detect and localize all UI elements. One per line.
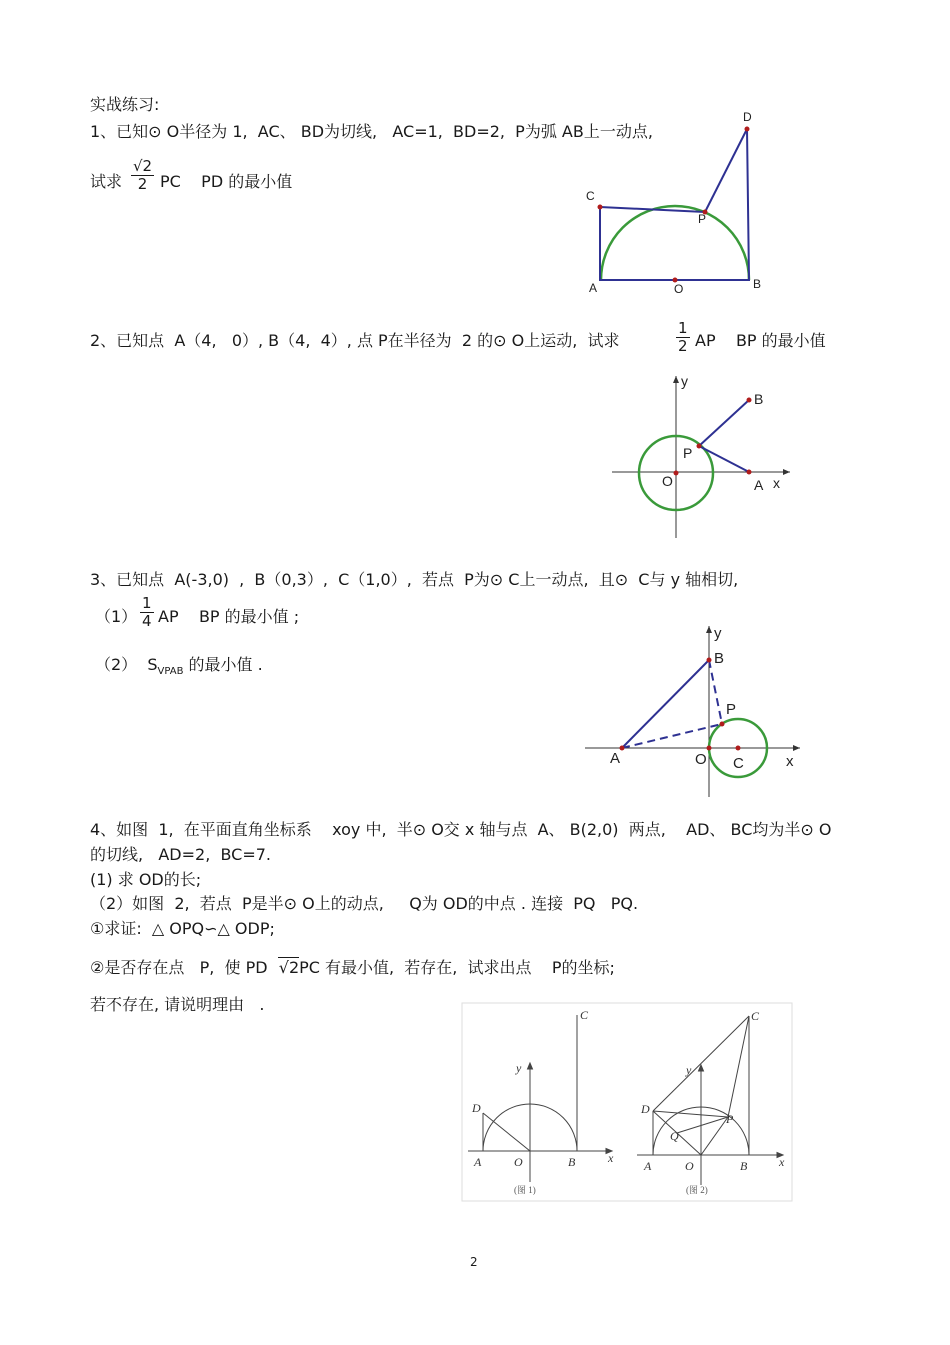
sqrt-two: √2	[278, 958, 300, 977]
point-c	[736, 746, 741, 751]
label-p: P	[698, 212, 707, 226]
problem-2-fraction	[676, 320, 690, 355]
problem-3-statement: 3、已知点 A(-3,0) , B（0,3）, C（1,0）, 若点 P为⊙ C上一动点, 且⊙ C与 y 轴相切,	[90, 570, 739, 589]
fig2-label-a: A	[644, 1159, 652, 1173]
fraction-denominator: 2	[137, 175, 148, 193]
label-x: x	[786, 753, 794, 770]
segment-pd	[705, 129, 747, 212]
point-b	[707, 658, 712, 663]
problem-1-statement: 1、已知⊙ O半径为 1, AC、 BD为切线, AC=1, BD=2, P为弧 AB上一动点,	[90, 122, 653, 141]
label-o: O	[662, 473, 673, 489]
problem-2-question: AP BP 的最小值	[695, 331, 826, 350]
label-y: y	[681, 373, 688, 389]
segment-bp-dashed	[709, 660, 722, 724]
fraction-numerator: 1	[678, 319, 688, 337]
semicircle-arc	[601, 206, 749, 280]
problem-3-q1-prefix: （1）	[95, 607, 138, 626]
fig2-label-c: C	[751, 1009, 760, 1023]
problem-4-line-2: 的切线, AD=2, BC=7.	[90, 845, 271, 864]
problem-1-question: PC PD 的最小值	[160, 172, 293, 191]
fraction-numerator: √2	[133, 157, 153, 175]
figure-3	[580, 620, 805, 800]
y-axis-arrow	[673, 376, 679, 383]
tangent-lines	[600, 129, 749, 280]
fraction-denominator: 2	[678, 337, 688, 355]
fig2-label-p: P	[726, 1112, 734, 1126]
section-title: 实战练习:	[90, 95, 160, 114]
problem-4-line-4: （2）如图 2, 若点 P是半⊙ O上的动点, Q为 OD的中点 . 连接 PQ PQ.	[90, 894, 639, 913]
fig2-label-o: O	[685, 1159, 694, 1173]
problem-4-line-7: 若不存在, 请说明理由 .	[90, 995, 265, 1014]
point-b	[747, 398, 752, 403]
problem-1-fraction	[131, 158, 154, 193]
label-a: A	[610, 750, 621, 767]
label-p: P	[683, 445, 693, 461]
label-o: O	[695, 751, 707, 768]
problem-2-statement: 2、已知点 A（4, 0）, B（4, 4）, 点 P在半径为 2 的⊙ O上运动, 试求	[90, 331, 620, 350]
fig1-label-y: y	[516, 1061, 522, 1075]
fig2-caption: (图 2)	[686, 1185, 708, 1195]
fig2-label-y: y	[686, 1063, 692, 1077]
point-o	[674, 471, 679, 476]
line-6-prefix: ②是否存在点 P, 使 PD	[90, 958, 278, 977]
label-b: B	[753, 277, 762, 291]
problem-4-line-5: ①求证: △ OPQ∽△ ODP;	[90, 919, 275, 938]
segment-pa	[699, 446, 749, 472]
label-a: A	[754, 477, 764, 493]
point-a	[620, 746, 625, 751]
problem-3-q2	[95, 655, 263, 682]
fig1-label-a: A	[474, 1155, 482, 1169]
point-a	[747, 470, 752, 475]
problem-3-q1: AP BP 的最小值 ;	[158, 607, 300, 626]
label-o: O	[674, 282, 684, 296]
problem-1-prefix: 试求	[90, 172, 123, 191]
point-p	[720, 722, 725, 727]
q2-subscript: VPAB	[157, 666, 184, 677]
fig1-label-c: C	[580, 1008, 589, 1022]
label-a: A	[589, 281, 598, 295]
fig2-label-b: B	[740, 1159, 748, 1173]
figure-2	[605, 370, 800, 545]
point-o	[707, 746, 712, 751]
label-b: B	[714, 650, 725, 667]
q2-prefix: （2） S	[95, 655, 158, 674]
y-axis-arrow	[706, 626, 712, 633]
fig2-label-d: D	[641, 1102, 650, 1116]
fig1-caption: (图 1)	[514, 1185, 536, 1195]
point-p	[697, 444, 702, 449]
figure-4	[462, 1003, 792, 1203]
problem-4-line-3: (1) 求 OD的长;	[90, 870, 202, 889]
line-6-suffix: PC 有最小值, 若存在, 试求出点 P的坐标;	[299, 958, 615, 977]
page-number: 2	[470, 1255, 478, 1269]
point-d	[745, 127, 750, 132]
segment-ab	[622, 660, 709, 748]
fig2-label-x: x	[779, 1155, 785, 1169]
label-p: P	[726, 701, 737, 718]
point-c	[598, 205, 603, 210]
fig1-label-d: D	[472, 1101, 481, 1115]
segment-pb	[699, 400, 749, 446]
fig1-label-o: O	[514, 1155, 523, 1169]
segment-ap-dashed	[622, 724, 722, 748]
label-b: B	[754, 391, 764, 407]
fig1-label-b: B	[568, 1155, 576, 1169]
figure-1	[575, 100, 775, 300]
fig2-label-q: Q	[670, 1129, 679, 1143]
fraction-denominator: 4	[142, 612, 152, 630]
problem-4-line-1: 4、如图 1, 在平面直角坐标系 xoy 中, 半⊙ O交 x 轴与点 A、 B(2,0) 两点, AD、 BC均为半⊙ O	[90, 820, 832, 839]
label-x: x	[773, 475, 780, 491]
label-d: D	[743, 110, 752, 124]
label-c: C	[586, 189, 595, 203]
fig1-label-x: x	[608, 1151, 614, 1165]
fraction-numerator: 1	[142, 594, 152, 612]
x-axis-arrow	[793, 745, 800, 751]
label-y: y	[714, 625, 722, 642]
q2-suffix: 的最小值 .	[183, 655, 263, 674]
problem-4-line-6	[90, 958, 615, 978]
problem-3-fraction	[140, 595, 154, 630]
x-axis-arrow	[783, 469, 790, 475]
label-c: C	[733, 755, 744, 772]
